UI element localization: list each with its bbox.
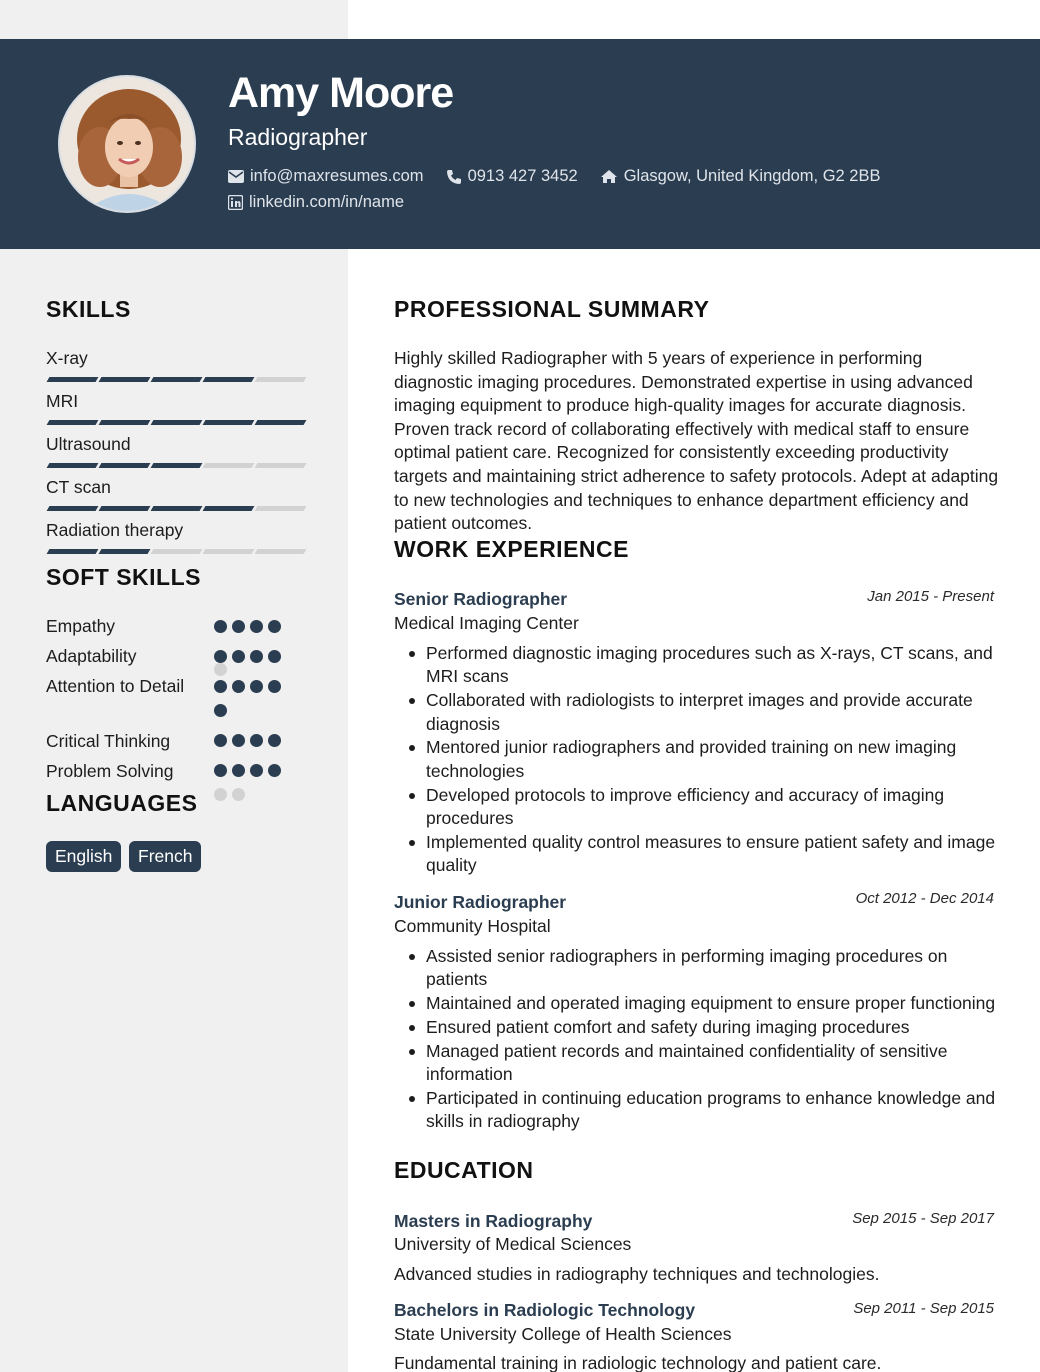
- rating-dot: [250, 734, 263, 747]
- education-heading: EDUCATION: [394, 1157, 534, 1183]
- language-badge: English: [46, 841, 121, 872]
- rating-dot: [214, 734, 227, 747]
- soft-skill-label: Critical Thinking: [46, 731, 171, 751]
- rating-dot: [250, 650, 263, 663]
- job-bullet: Implemented quality control measures to ensure patient safety and image quality: [426, 831, 1004, 878]
- rating-dot: [268, 620, 281, 633]
- skill-segment: [255, 549, 307, 554]
- rating-dot: [268, 764, 281, 777]
- education-degree: Bachelors in Radiologic Technology: [394, 1300, 696, 1320]
- phone-icon: [446, 169, 462, 185]
- job-organization: Medical Imaging Center: [394, 613, 579, 633]
- education-school: State University College of Health Sciences: [394, 1324, 732, 1344]
- education-description: Advanced studies in radiography techniques and technologies.: [394, 1264, 880, 1284]
- job-bullet: Ensured patient comfort and safety during imaging procedures: [426, 1016, 1004, 1039]
- contact-phone[interactable]: [446, 167, 578, 186]
- job-bullet-list: [426, 945, 1004, 1134]
- rating-dot: [214, 764, 227, 777]
- skill-segment: [99, 463, 151, 468]
- rating-dot: [268, 734, 281, 747]
- email-text: info@maxresumes.com: [250, 167, 424, 185]
- skill-segment: [151, 377, 203, 382]
- resume-header: [0, 39, 1040, 249]
- job-bullet-list: [426, 642, 1004, 878]
- job-title: Senior Radiographer: [394, 589, 568, 609]
- rating-dot: [268, 650, 281, 663]
- skill-segment: [203, 506, 255, 511]
- rating-dot: [232, 620, 245, 633]
- rating-dot: [214, 663, 227, 676]
- skill-segment: [99, 377, 151, 382]
- rating-dot: [232, 764, 245, 777]
- skill-label: MRI: [46, 391, 79, 411]
- skill-label: Radiation therapy: [46, 520, 184, 540]
- skill-segment: [203, 549, 255, 554]
- job-bullet: Participated in continuing education programs to enhance knowledge and skills in radiography: [426, 1087, 1004, 1134]
- job-bullet: Mentored junior radiographers and provided training on new imaging technologies: [426, 736, 1004, 783]
- soft-skill-rating-problem-solving: [214, 764, 286, 801]
- skill-segment: [99, 549, 151, 554]
- job-date: Jan 2015 - Present: [867, 588, 994, 605]
- avatar-photo: [60, 77, 196, 213]
- rating-dot: [214, 788, 227, 801]
- skill-label: X-ray: [46, 348, 88, 368]
- job-bullet: Performed diagnostic imaging procedures such as X-rays, CT scans, and MRI scans: [426, 642, 1004, 689]
- skill-segment: [203, 377, 255, 382]
- skill-label: CT scan: [46, 477, 111, 497]
- contact-email[interactable]: [228, 167, 424, 186]
- skill-segment: [47, 420, 99, 425]
- soft-skill-rating-critical-thinking: [214, 734, 286, 747]
- phone-text: 0913 427 3452: [467, 167, 578, 185]
- skill-segment: [203, 463, 255, 468]
- envelope-icon: [228, 170, 244, 183]
- skill-segment: [151, 549, 203, 554]
- education-date: Sep 2015 - Sep 2017: [852, 1210, 994, 1227]
- education-degree: Masters in Radiography: [394, 1211, 593, 1231]
- skills-heading: SKILLS: [46, 296, 131, 322]
- job-bullet: Collaborated with radiologists to interpret images and provide accurate diagnosis: [426, 689, 1004, 736]
- experience-heading: WORK EXPERIENCE: [394, 536, 629, 562]
- skill-segment: [151, 506, 203, 511]
- rating-dot: [268, 680, 281, 693]
- soft-skill-rating-empathy: [214, 620, 286, 633]
- skill-bar-ultrasound: [48, 463, 308, 468]
- job-date: Oct 2012 - Dec 2014: [855, 890, 994, 907]
- skill-segment: [47, 506, 99, 511]
- rating-dot: [232, 734, 245, 747]
- rating-dot: [250, 620, 263, 633]
- skill-segment: [99, 506, 151, 511]
- avatar: [58, 75, 196, 213]
- soft-skill-rating-adaptability: [214, 650, 286, 676]
- candidate-role: Radiographer: [228, 124, 368, 150]
- rating-dot: [214, 704, 227, 717]
- linkedin-text: linkedin.com/in/name: [249, 193, 404, 211]
- job-bullet: Assisted senior radiographers in performing imaging procedures on patients: [426, 945, 1004, 992]
- contact-address: [600, 167, 881, 186]
- skill-bar-ct-scan: [48, 506, 308, 511]
- soft-skills-heading: SOFT SKILLS: [46, 564, 201, 590]
- rating-dot: [214, 620, 227, 633]
- linkedin-icon: [228, 195, 243, 210]
- skill-segment: [47, 549, 99, 554]
- rating-dot: [214, 680, 227, 693]
- skill-segment: [47, 463, 99, 468]
- skill-segment: [255, 506, 307, 511]
- address-text: Glasgow, United Kingdom, G2 2BB: [623, 167, 881, 185]
- job-title: Junior Radiographer: [394, 892, 567, 912]
- education-school: University of Medical Sciences: [394, 1234, 632, 1254]
- home-icon: [600, 169, 618, 184]
- skill-bar-xray: [48, 377, 308, 382]
- contact-linkedin[interactable]: [228, 193, 404, 212]
- contact-row: [228, 167, 903, 186]
- job-bullet: Managed patient records and maintained confidentiality of sensitive information: [426, 1040, 1004, 1087]
- job-bullet: Developed protocols to improve efficiency and accuracy of imaging procedures: [426, 784, 1004, 831]
- languages-heading: LANGUAGES: [46, 790, 198, 816]
- rating-dot: [214, 650, 227, 663]
- candidate-name: Amy Moore: [228, 69, 454, 117]
- rating-dot: [232, 680, 245, 693]
- skill-segment: [255, 463, 307, 468]
- summary-text: Highly skilled Radiographer with 5 years of experience in performing diagnostic imaging procedures. Demonstrated expertise in using advanced imaging equipment to produce high-quality images for accurate diagnosis. Proven track record of collaborating effectively with medical staff to ensure optimal patient care. Recognized for consistently exceeding productivity targets and maintaining strict adherence to safety protocols. Adept at adapting to new technologies and techniques to enhance department efficiency and patient outcomes.: [394, 348, 999, 534]
- soft-skill-label: Problem Solving: [46, 761, 174, 781]
- soft-skill-label: Attention to Detail: [46, 676, 185, 696]
- job-organization: Community Hospital: [394, 916, 551, 936]
- skill-segment: [255, 420, 307, 425]
- soft-skill-label: Adaptability: [46, 646, 137, 666]
- soft-skill-rating-attention-to-detail: [214, 680, 286, 717]
- job-bullet: Maintained and operated imaging equipment to ensure proper functioning: [426, 992, 1004, 1015]
- skill-segment: [203, 420, 255, 425]
- soft-skill-label: Empathy: [46, 616, 116, 636]
- rating-dot: [250, 680, 263, 693]
- skill-segment: [47, 377, 99, 382]
- skill-segment: [99, 420, 151, 425]
- skill-segment: [151, 420, 203, 425]
- skill-bar-mri: [48, 420, 308, 425]
- education-description: Fundamental training in radiologic technology and patient care.: [394, 1353, 882, 1372]
- skill-segment: [151, 463, 203, 468]
- contact-row-2: [228, 193, 426, 212]
- education-date: Sep 2011 - Sep 2015: [853, 1300, 994, 1317]
- rating-dot: [232, 788, 245, 801]
- language-badge: French: [129, 841, 201, 872]
- rating-dot: [232, 650, 245, 663]
- rating-dot: [250, 764, 263, 777]
- skill-segment: [255, 377, 307, 382]
- skill-label: Ultrasound: [46, 434, 131, 454]
- skill-bar-radiation-therapy: [48, 549, 308, 554]
- summary-heading: PROFESSIONAL SUMMARY: [394, 296, 710, 322]
